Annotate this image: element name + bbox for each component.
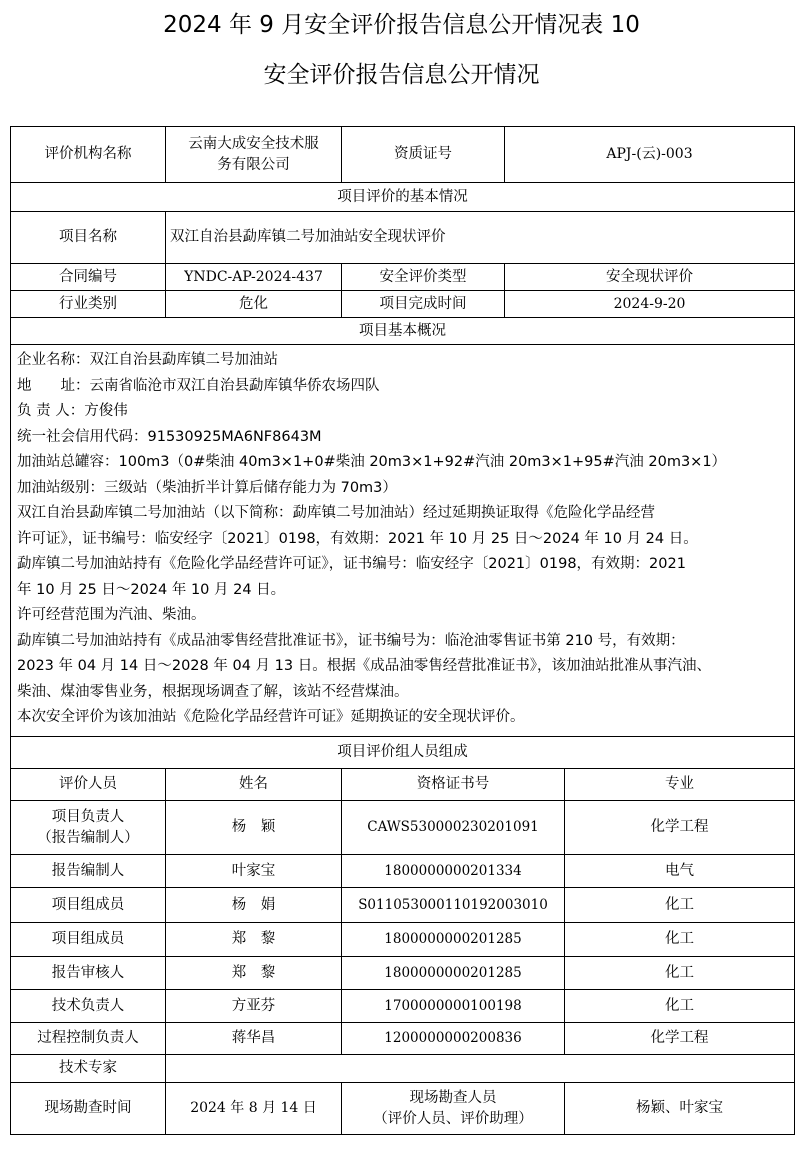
team-row bbox=[11, 957, 795, 990]
org-name-cell bbox=[166, 127, 342, 183]
team-role-line2: （报告编制人） bbox=[37, 829, 139, 846]
team-role: 报告审核人 bbox=[11, 957, 166, 990]
overview-line: 勐库镇二号加油站持有《危险化学品经营许可证》，证书编号：临安经字〔2021〕0198，有效期：2021 bbox=[17, 556, 686, 572]
survey-time-value: 2024 年 8 月 14 日 bbox=[166, 1083, 342, 1135]
overview-line: 许可经营范围为汽油、柴油。 bbox=[17, 607, 206, 623]
project-name-row bbox=[11, 212, 795, 264]
team-header-row bbox=[11, 769, 795, 801]
contract-label: 合同编号 bbox=[11, 264, 166, 291]
eval-type-value: 安全现状评价 bbox=[505, 264, 795, 291]
team-major: 化工 bbox=[565, 957, 795, 990]
overview-line: 负 责 人：方俊伟 bbox=[17, 403, 128, 419]
team-section-title: 项目评价组人员组成 bbox=[11, 737, 795, 769]
org-row bbox=[11, 127, 795, 183]
team-name: 郑 黎 bbox=[166, 957, 342, 990]
team-role bbox=[11, 801, 166, 855]
team-name: 蒋华昌 bbox=[166, 1023, 342, 1055]
survey-staff-label-line1: 现场勘查人员 bbox=[409, 1089, 497, 1106]
overview-line: 双江自治县勐库镇二号加油站（以下简称：勐库镇二号加油站）经过延期换证取得《危险化学品经营 bbox=[17, 505, 655, 521]
team-name: 郑 黎 bbox=[166, 923, 342, 957]
survey-staff-label bbox=[342, 1083, 565, 1135]
industry-label: 行业类别 bbox=[11, 291, 166, 318]
team-cert: CAWS530000230201091 bbox=[342, 801, 565, 855]
team-role: 项目组成员 bbox=[11, 923, 166, 957]
team-role: 报告编制人 bbox=[11, 855, 166, 888]
team-row bbox=[11, 855, 795, 888]
overview-line: 勐库镇二号加油站持有《成品油零售经营批准证书》，证书编号为：临沧油零售证书第 210 号，有效期： bbox=[17, 632, 685, 649]
finish-label: 项目完成时间 bbox=[342, 291, 505, 318]
team-major: 化工 bbox=[565, 888, 795, 923]
team-major: 化学工程 bbox=[565, 801, 795, 855]
team-major: 化工 bbox=[565, 990, 795, 1023]
overview-text bbox=[11, 345, 795, 737]
team-cert: 1700000000100198 bbox=[342, 990, 565, 1023]
overview-line: 本次安全评价为该加油站《危险化学品经营许可证》延期换证的安全现状评价。 bbox=[17, 709, 525, 725]
team-cert: 1800000000201334 bbox=[342, 855, 565, 888]
overview-line: 加油站总罐容：100m3（0#柴油 40m3×1+0#柴油 20m3×1+92#汽油 20m3×1+95#汽油 20m3×1） bbox=[17, 454, 727, 470]
team-header-major: 专业 bbox=[565, 769, 795, 801]
expert-label: 技术专家 bbox=[11, 1055, 166, 1083]
team-row bbox=[11, 990, 795, 1023]
team-role: 项目组成员 bbox=[11, 888, 166, 923]
eval-type-label: 安全评价类型 bbox=[342, 264, 505, 291]
team-role: 技术负责人 bbox=[11, 990, 166, 1023]
overview-line: 企业名称：双江自治县勐库镇二号加油站 bbox=[17, 352, 278, 368]
project-name-label: 项目名称 bbox=[11, 212, 166, 264]
org-label: 评价机构名称 bbox=[11, 127, 166, 183]
overview-line: 年 10 月 25 日～2024 年 10 月 24 日。 bbox=[17, 581, 286, 598]
team-name: 方亚芬 bbox=[166, 990, 342, 1023]
team-cert: 1800000000201285 bbox=[342, 957, 565, 990]
team-row bbox=[11, 888, 795, 923]
overview-section-row bbox=[11, 318, 795, 345]
team-row bbox=[11, 801, 795, 855]
team-header-name: 姓名 bbox=[166, 769, 342, 801]
disclosure-table bbox=[10, 126, 795, 1135]
industry-value: 危化 bbox=[166, 291, 342, 318]
overview-line: 2023 年 04 月 14 日～2028 年 04 月 13 日。根据《成品油零售经营批准证书》，该加油站批准从事汽油、 bbox=[17, 658, 711, 674]
survey-staff-label-line2: （评价人员、评价助理） bbox=[373, 1110, 533, 1127]
project-name-value: 双江自治县勐库镇二号加油站安全现状评价 bbox=[166, 212, 795, 264]
team-header-role: 评价人员 bbox=[11, 769, 166, 801]
team-major: 化工 bbox=[565, 923, 795, 957]
basic-section-title: 项目评价的基本情况 bbox=[11, 183, 795, 212]
overview-line: 许可证》，证书编号：临安经字〔2021〕0198，有效期：2021 年 10 月 25 日～2024 年 10 月 24 日。 bbox=[17, 530, 698, 547]
team-name: 杨 娟 bbox=[166, 888, 342, 923]
overview-line: 地 址：云南省临沧市双江自治县勐库镇华侨农场四队 bbox=[17, 377, 380, 394]
expert-value bbox=[166, 1055, 795, 1083]
survey-time-label: 现场勘查时间 bbox=[11, 1083, 166, 1135]
team-major: 电气 bbox=[565, 855, 795, 888]
overview-line: 柴油、煤油零售业务，根据现场调查了解，该站不经营煤油。 bbox=[17, 683, 409, 700]
team-row bbox=[11, 1023, 795, 1055]
team-name: 杨 颖 bbox=[166, 801, 342, 855]
document-subtitle: 安全评价报告信息公开情况 bbox=[263, 62, 540, 88]
team-row bbox=[11, 923, 795, 957]
contract-value: YNDC-AP-2024-437 bbox=[166, 264, 342, 291]
finish-value: 2024-9-20 bbox=[505, 291, 795, 318]
team-role: 过程控制负责人 bbox=[11, 1023, 166, 1055]
document-title: 2024 年 9 月安全评价报告信息公开情况表 10 bbox=[163, 12, 640, 38]
contract-row bbox=[11, 264, 795, 291]
basic-section-row bbox=[11, 183, 795, 212]
team-section-row bbox=[11, 737, 795, 769]
team-cert: S011053000110192003010 bbox=[342, 888, 565, 923]
overview-line: 统一社会信用代码：91530925MA6NF8643M bbox=[17, 428, 322, 445]
team-major: 化学工程 bbox=[565, 1023, 795, 1055]
expert-row bbox=[11, 1055, 795, 1083]
survey-staff-value: 杨颖、叶家宝 bbox=[565, 1083, 795, 1135]
team-name: 叶家宝 bbox=[166, 855, 342, 888]
team-cert: 1200000000200836 bbox=[342, 1023, 565, 1055]
survey-row bbox=[11, 1083, 795, 1135]
overview-section-title: 项目基本概况 bbox=[11, 318, 795, 345]
overview-row bbox=[11, 345, 795, 737]
org-name-line2: 务有限公司 bbox=[217, 156, 290, 173]
team-cert: 1800000000201285 bbox=[342, 923, 565, 957]
team-header-cert: 资格证书号 bbox=[342, 769, 565, 801]
team-role-line1: 项目负责人 bbox=[51, 808, 125, 825]
org-name-line1: 云南大成安全技术服 bbox=[188, 135, 319, 152]
overview-line: 加油站级别：三级站（柴油折半计算后储存能力为 70m3） bbox=[17, 479, 397, 496]
cert-label: 资质证号 bbox=[342, 127, 505, 183]
cert-value: APJ-(云)-003 bbox=[505, 127, 795, 183]
industry-row bbox=[11, 291, 795, 318]
